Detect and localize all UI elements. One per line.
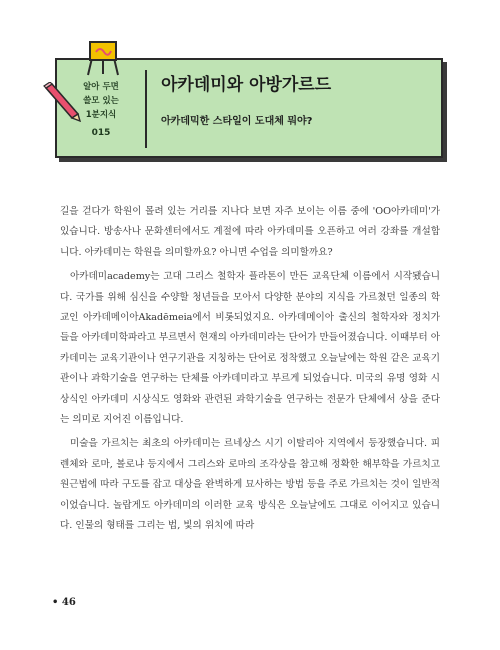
series-line-3: 1분지식 xyxy=(85,110,117,120)
series-number: 015 xyxy=(91,128,111,138)
easel-icon xyxy=(86,40,120,76)
paragraph-3: 미술을 가르치는 최초의 아카데미는 르네상스 시기 이탈리아 지역에서 등장했습니다. 피렌체와 로마, 볼로냐 등지에서 그리스와 로마의 조각상을 참고해 정확한 해부학을 가르치고 원근법에 따라 구도를 잡고 대상을 완벽하게 묘사하는 방법 등을 주로 가르치는 것이 일반적이었습니다. 놀랍게도 아카데미의 이러한 교육 방식은 오늘날에도 그대로 이어지고 있습니다. 인물의 형태를 그리는 법, 빛의 위치에 따라 xyxy=(60,438,440,532)
page-subtitle: 아카데믹한 스타일이 도대체 뭐야? xyxy=(161,116,313,127)
header-divider xyxy=(145,70,147,148)
page-number: • 46 xyxy=(52,597,76,608)
body-text xyxy=(60,202,440,541)
series-line-2: 쓸모 있는 xyxy=(83,96,119,106)
pencil-icon xyxy=(42,82,82,122)
page-title: 아카데미와 아방가르드 xyxy=(161,75,332,95)
series-line-1: 알아 두면 xyxy=(83,82,119,92)
paragraph-2: 아카데미academy는 고대 그리스 철학자 플라톤이 만든 교육단체 이름에서 시작됐습니다. 국가를 위해 심신을 수양할 청년들을 모아서 다양한 분야의 지식을 가르쳤던 일종의 학교인 아카데메이아Akadēmeia에서 비롯되었지요. 아카데메이아 출신의 철학자와 정치가들을 아카데미학파라고 부르면서 현재의 아카데미라는 단어가 만들어졌습니다. 이때부터 아카데미는 교육기관이나 연구기관을 지칭하는 단어로 정착했고 오늘날에는 학원 같은 교육기관이나 과학기술을 연구하는 단체를 아카데미라고 부르게 되었습니다. 미국의 유명 영화 시상식인 아카데미 시상식도 영화와 관련된 과학기술을 연구하는 전문가 단체에서 상을 준다는 의미로 지어진 이름입니다. xyxy=(60,271,440,426)
paragraph-1: 길을 걷다가 학원이 몰려 있는 거리를 지나다 보면 자주 보이는 이름 중에 'OO아카데미'가 있습니다. 방송사나 문화센터에서도 계절에 따라 아카데미를 오픈하고 여러 강좌를 개설합니다. 아카데미는 학원을 의미할까요? 아니면 수업을 의미할까요? xyxy=(60,206,440,258)
